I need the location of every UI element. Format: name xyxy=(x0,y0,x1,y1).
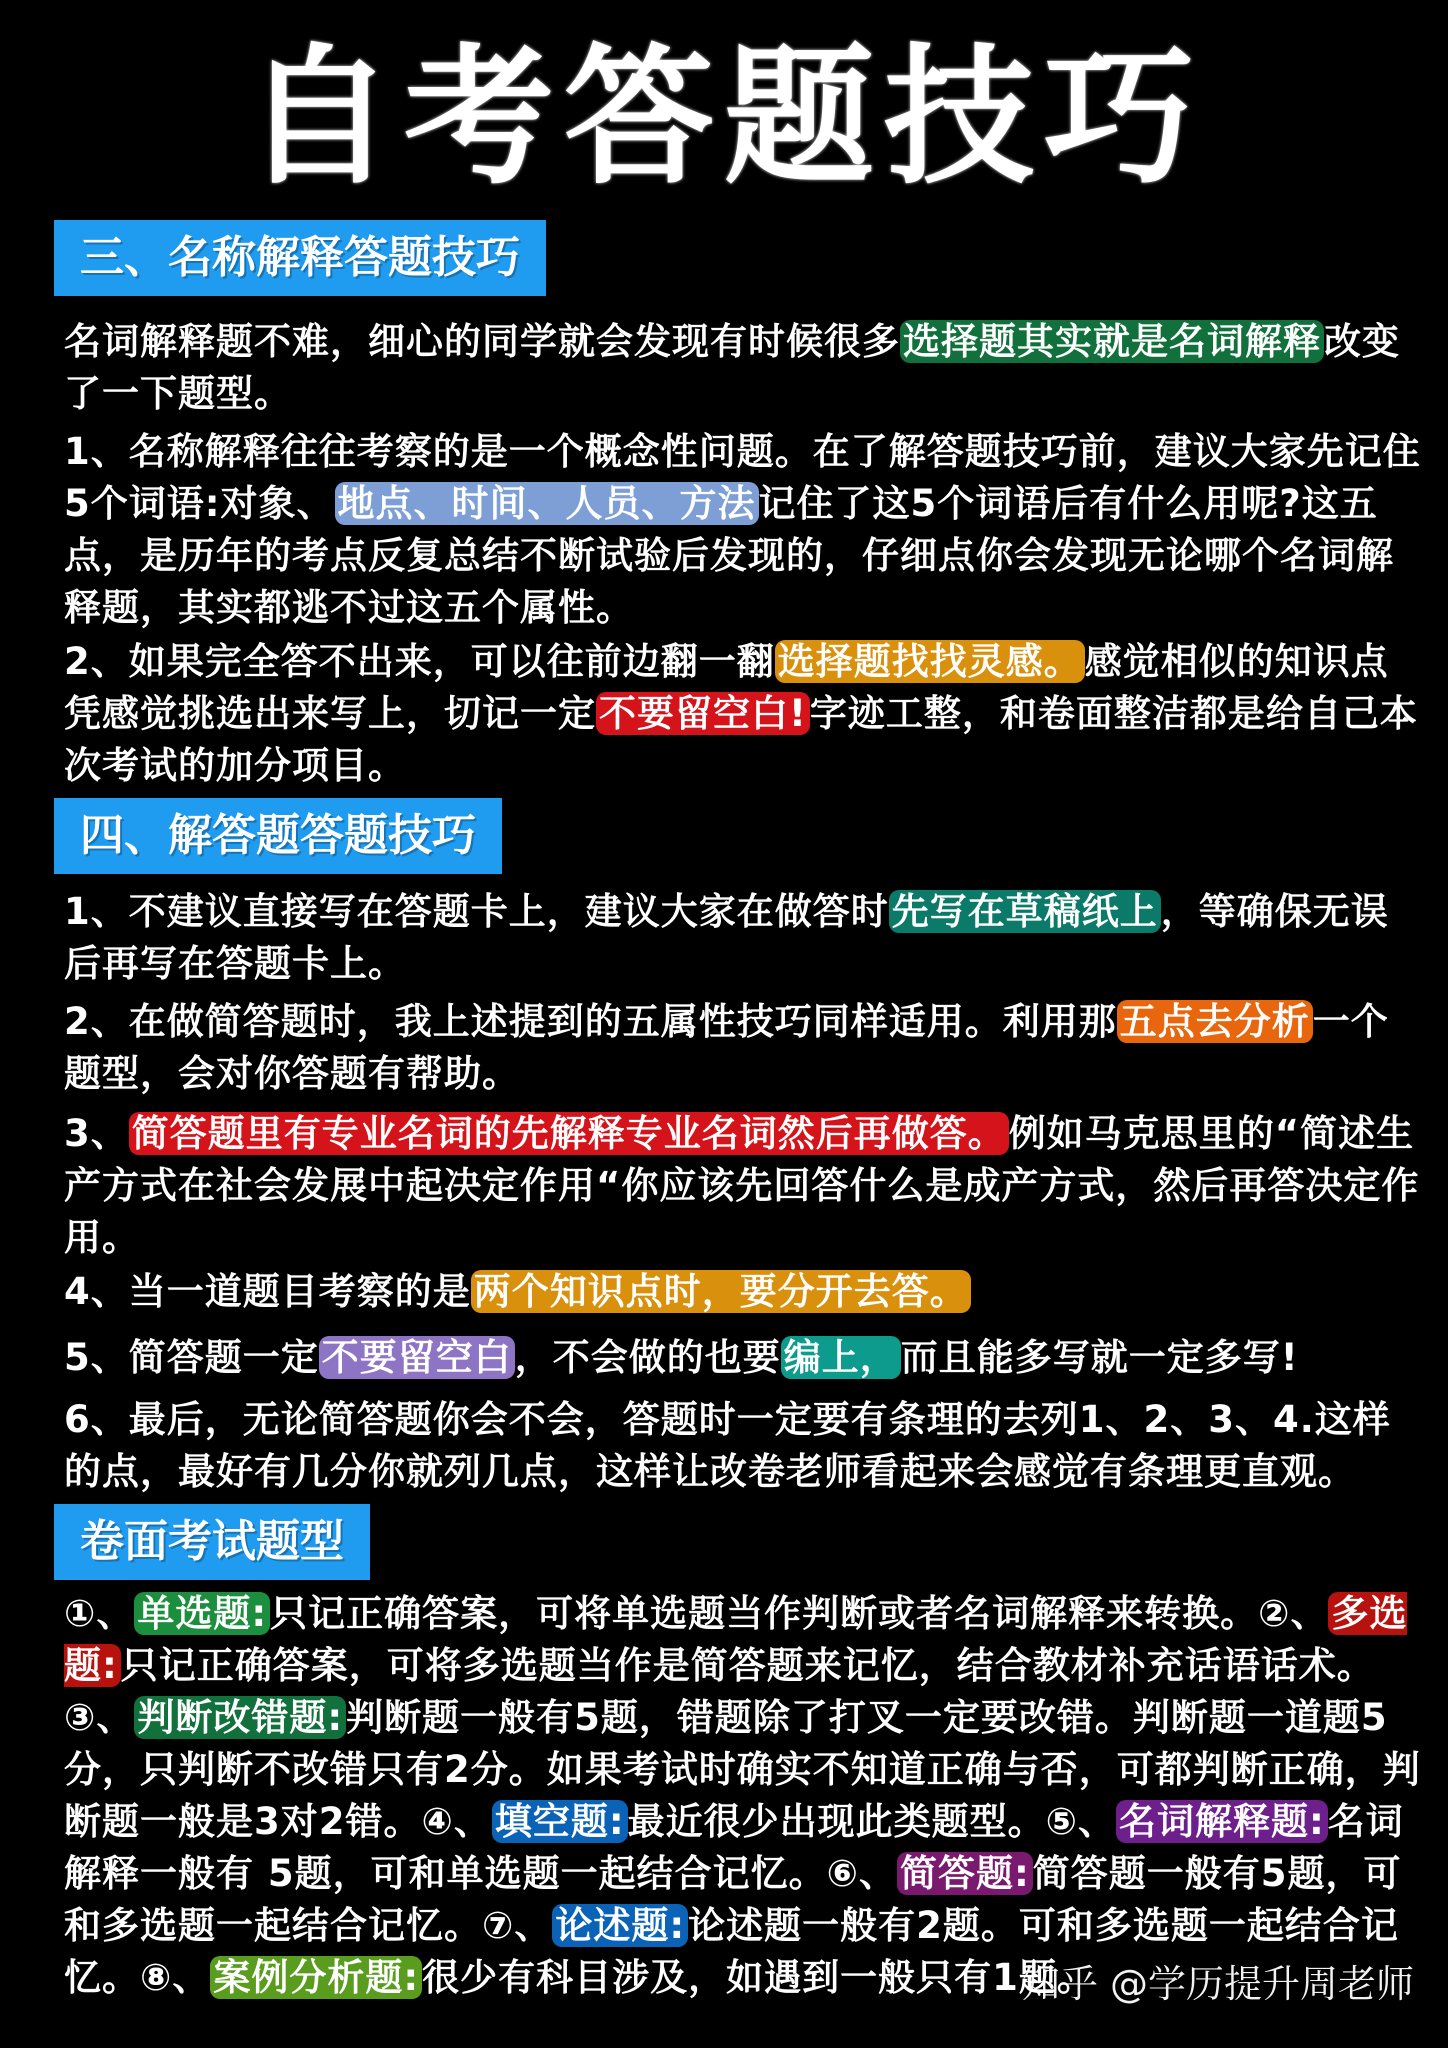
section-heading-answer-questions: 四、解答题答题技巧 xyxy=(54,798,502,874)
tag-case-analysis: 案例分析题: xyxy=(210,1956,422,1999)
highlight-make-up: 编上， xyxy=(781,1336,901,1379)
paragraph-intro: 名词解释题不难，细心的同学就会发现有时候很多选择题其实就是名词解释改变了一下题型。 xyxy=(64,320,1400,415)
paragraph-question-types: ①、单选题:只记正确答案，可将单选题当作判断或者名词解释来转换。②、多选题:只记正确答案，可将多选题当作是简答题来记忆，结合教材补充话语话术。③、判断改错题:判断题一般有5题，错题除了打叉一定要改错。判断题一道题5分，只判断不改错只有2分。如果考试时确实不知道正确与否，可都判断正确，判断题一般是3对2错。④、填空题:最近很少出现此类题型。⑤、名词解释题:名词解释一般有 5题，可和单选题一起结合记忆。⑥、简答题:简答题一般有5题，可和多选题一起结合记忆。⑦、论述题:论述题一般有2题。可和多选题一起结合记忆。⑧、案例分析题:很少有科目涉及，如遇到一般只有1题。 xyxy=(64,1592,1421,1999)
highlight-answer-separately: 两个知识点时，要分开去答。 xyxy=(471,1270,971,1313)
tag-true-false: 判断改错题: xyxy=(134,1696,346,1739)
tag-term-explanation: 名词解释题: xyxy=(1116,1800,1328,1843)
paragraph-answer-3: 3、简答题里有专业名词的先解释专业名词然后再做答。例如马克思里的“简述生产方式在社会发展中起决定作用“你应该先回答什么是成产方式，然后再答决定作用。 xyxy=(64,1112,1420,1259)
section-heading-term-explanation: 三、名称解释答题技巧 xyxy=(54,220,546,296)
highlight-draft-paper: 先写在草稿纸上 xyxy=(889,890,1161,933)
tag-essay: 论述题: xyxy=(552,1904,688,1947)
paragraph-answer-5: 5、简答题一定不要留空白，不会做的也要编上，而且能多写就一定多写! xyxy=(64,1336,1299,1379)
highlight-find-inspiration: 选择题找找灵感。 xyxy=(775,640,1085,683)
highlight-explain-terms: 简答题里有专业名词的先解释专业名词然后再做答。 xyxy=(129,1112,1009,1155)
paragraph-answer-4: 4、当一道题目考察的是两个知识点时，要分开去答。 xyxy=(64,1266,1424,1318)
paragraph-point-2: 2、如果完全答不出来，可以往前边翻一翻选择题找找灵感。感觉相似的知识点凭感觉挑选出来写上，切记一定不要留空白!字迹工整，和卷面整洁都是给自己本次考试的加分项目。 xyxy=(64,640,1418,787)
tag-short-answer: 简答题: xyxy=(897,1852,1033,1895)
paragraph-answer-6: 6、最后，无论简答题你会不会，答题时一定要有条理的去列1、2、3、4.这样的点，最好有几分你就列几点，这样让改卷老师看起来会感觉有条理更直观。 xyxy=(64,1398,1391,1493)
highlight-choice-is-term: 选择题其实就是名词解释 xyxy=(900,320,1324,363)
highlight-no-blank-2: 不要留空白 xyxy=(319,1336,515,1379)
paragraph-answer-1: 1、不建议直接写在答题卡上，建议大家在做答时先写在草稿纸上，等确保无误后再写在答题卡上。 xyxy=(64,890,1389,985)
highlight-no-blank: 不要留空白! xyxy=(596,692,810,735)
watermark: 知乎 @学历提升周老师 xyxy=(1021,1962,1414,2006)
paragraph-answer-2: 2、在做简答题时，我上述提到的五属性技巧同样适用。利用那五点去分析一个题型，会对你答题有帮助。 xyxy=(64,1000,1389,1095)
tag-fill-blank: 填空题: xyxy=(492,1800,628,1843)
page-title: 自考答题技巧 xyxy=(243,31,1204,205)
highlight-five-words: 地点、时间、人员、方法 xyxy=(335,482,759,525)
tag-single-choice: 单选题: xyxy=(134,1592,270,1635)
tag-multi-choice: 多选题: xyxy=(64,1592,1408,1687)
section-heading-question-types: 卷面考试题型 xyxy=(54,1504,370,1580)
paragraph-point-1: 1、名称解释往往考察的是一个概念性问题。在了解答题技巧前，建议大家先记住5个词语:对象、地点、时间、人员、方法记住了这5个词语后有什么用呢?这五点，是历年的考点反复总结不断试验后发现的，仔细点你会发现无论哪个名词解释题，其实都逃不过这五个属性。 xyxy=(64,430,1421,629)
highlight-five-points: 五点去分析 xyxy=(1117,1000,1313,1043)
